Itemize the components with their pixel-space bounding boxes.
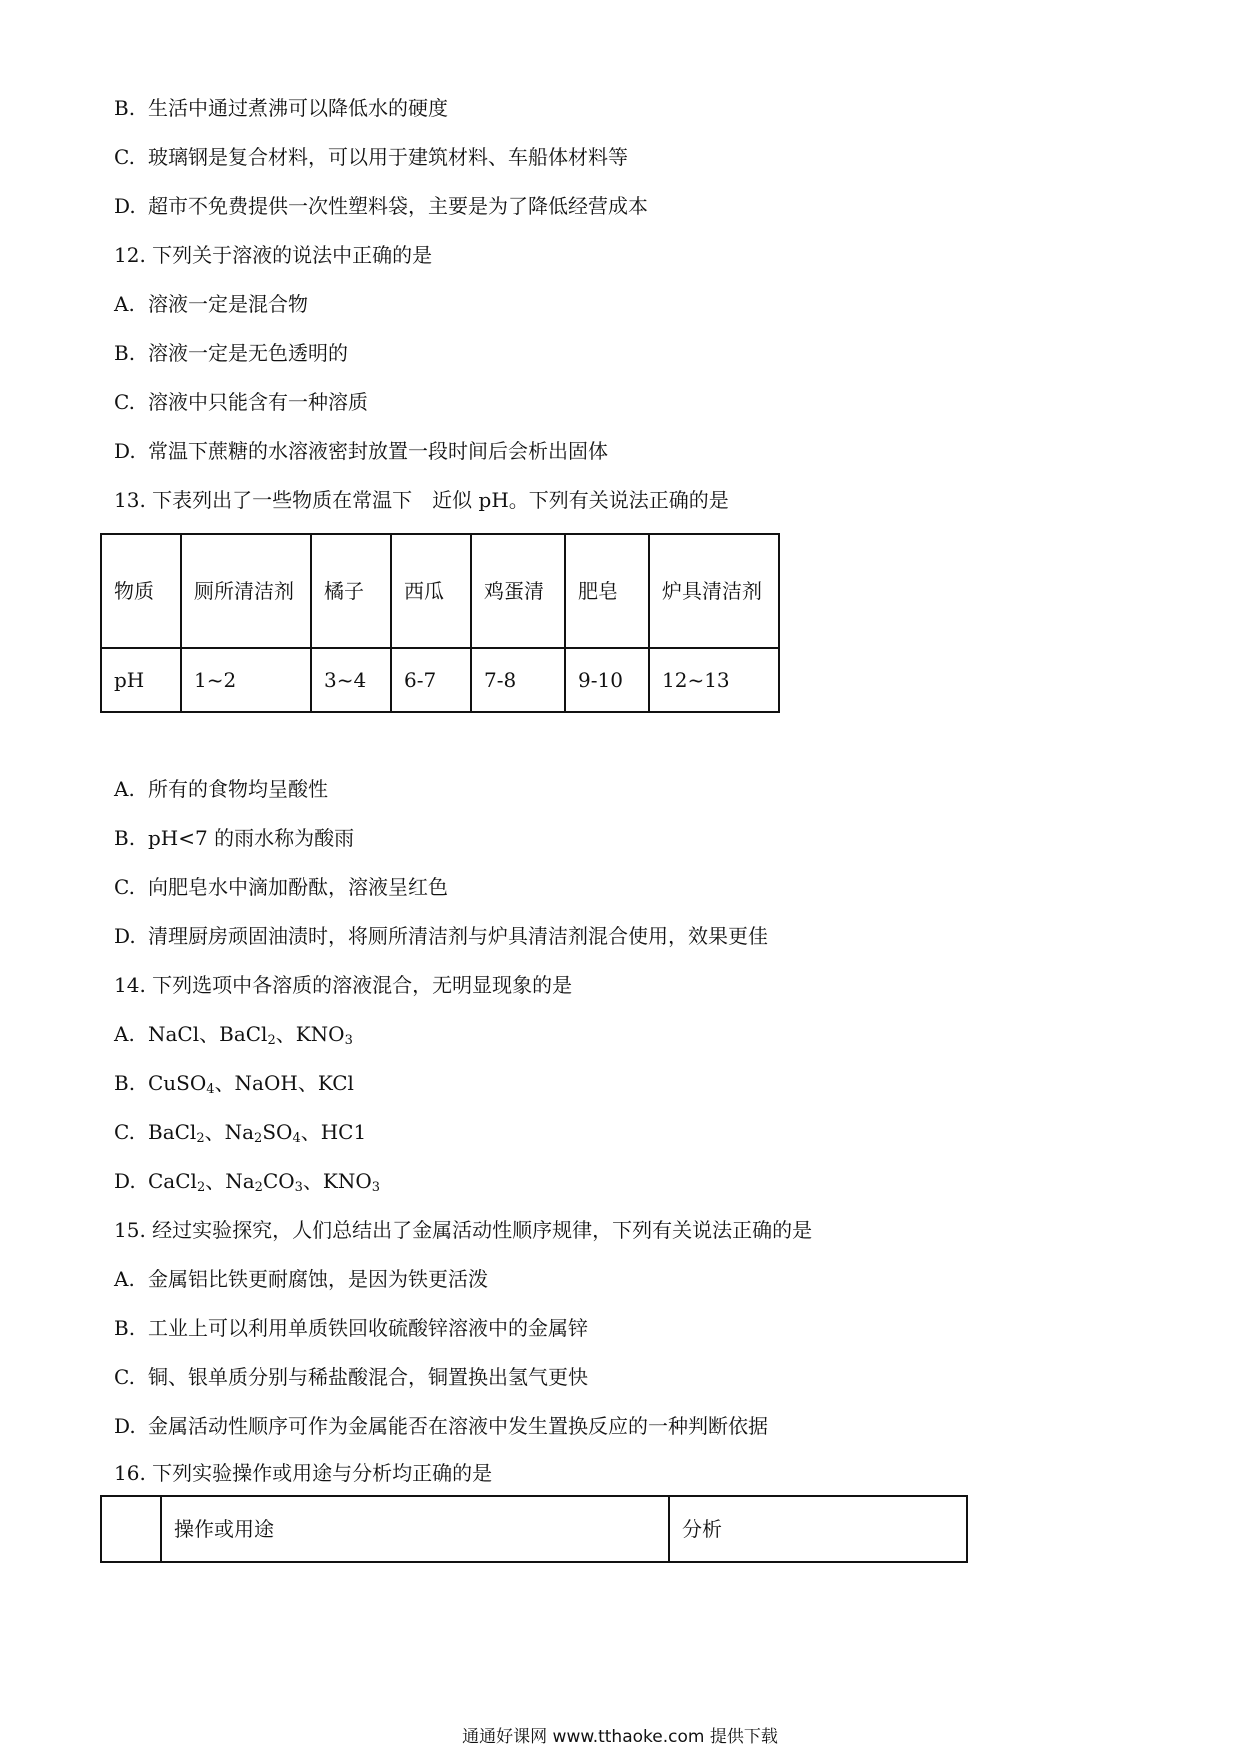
option-text: 超市不免费提供一次性塑料袋，主要是为了降低经营成本 bbox=[148, 194, 648, 218]
q11-option-c bbox=[114, 145, 628, 169]
q14-option-d bbox=[114, 1169, 380, 1193]
option-text: 工业上可以利用单质铁回收硫酸锌溶液中的金属锌 bbox=[148, 1316, 588, 1340]
q12-option-d bbox=[114, 439, 608, 463]
table-row bbox=[101, 534, 779, 648]
option-letter: A. bbox=[114, 292, 135, 316]
option-text: pH<7 的雨水称为酸雨 bbox=[148, 826, 355, 850]
q13-option-a bbox=[114, 777, 328, 801]
option-letter: C. bbox=[114, 145, 135, 169]
operation-table bbox=[100, 1495, 968, 1563]
table-cell: 12~13 bbox=[649, 648, 779, 712]
option-letter: C. bbox=[114, 1365, 135, 1389]
formula-text: 、KNO bbox=[302, 1169, 372, 1193]
formula-text: SO bbox=[262, 1120, 293, 1144]
table-cell: 物质 bbox=[101, 534, 181, 648]
option-letter: D. bbox=[114, 924, 136, 948]
subscript: 2 bbox=[196, 1180, 206, 1195]
option-letter: D. bbox=[114, 1414, 136, 1438]
table-cell: 橘子 bbox=[311, 534, 391, 648]
option-letter: A. bbox=[114, 777, 135, 801]
q13-stem: 13. 下表列出了一些物质在常温下 近似 pH。下列有关说法正确的是 bbox=[114, 488, 729, 512]
option-letter: C. bbox=[114, 390, 135, 414]
option-text: 生活中通过煮沸可以降低水的硬度 bbox=[148, 96, 448, 120]
table-cell: pH bbox=[101, 648, 181, 712]
option-text: 所有的食物均呈酸性 bbox=[148, 777, 328, 801]
subscript: 3 bbox=[371, 1180, 381, 1195]
table-cell: 鸡蛋清 bbox=[471, 534, 565, 648]
q15-option-b bbox=[114, 1316, 588, 1340]
option-text: 溶液一定是无色透明的 bbox=[148, 341, 348, 365]
table-cell: 7-8 bbox=[471, 648, 565, 712]
formula-text: 、Na bbox=[204, 1120, 255, 1144]
table-cell: 炉具清洁剂 bbox=[649, 534, 779, 648]
option-text: 溶液中只能含有一种溶质 bbox=[148, 390, 368, 414]
table-cell: 西瓜 bbox=[391, 534, 471, 648]
q15-option-d bbox=[114, 1414, 768, 1438]
footer-source: 通通好课网 www.tthaoke.com 提供下载 bbox=[462, 1727, 778, 1747]
q15-option-a bbox=[114, 1267, 488, 1291]
q13-option-b bbox=[114, 826, 354, 850]
q14-option-c bbox=[114, 1120, 366, 1144]
formula-text: NaCl、BaCl bbox=[148, 1022, 268, 1046]
subscript: 4 bbox=[292, 1131, 301, 1146]
table-cell: 操作或用途 bbox=[161, 1496, 669, 1562]
table-cell: 3~4 bbox=[311, 648, 391, 712]
option-text: 清理厨房顽固油渍时，将厕所清洁剂与炉具清洁剂混合使用，效果更佳 bbox=[148, 924, 768, 948]
option-letter: C. bbox=[114, 1120, 135, 1144]
q15-option-c bbox=[114, 1365, 588, 1389]
option-letter: B. bbox=[114, 96, 136, 120]
option-text: 向肥皂水中滴加酚酞，溶液呈红色 bbox=[148, 875, 448, 899]
formula-text: 、HC1 bbox=[300, 1120, 367, 1144]
table-row bbox=[101, 648, 779, 712]
table-cell: 1~2 bbox=[181, 648, 311, 712]
option-text: 铜、银单质分别与稀盐酸混合，铜置换出氢气更快 bbox=[148, 1365, 588, 1389]
subscript: 2 bbox=[196, 1131, 205, 1146]
subscript: 2 bbox=[267, 1033, 276, 1048]
subscript: 2 bbox=[254, 1131, 263, 1146]
option-text: 常温下蔗糖的水溶液密封放置一段时间后会析出固体 bbox=[148, 439, 608, 463]
q12-option-a bbox=[114, 292, 308, 316]
option-letter: A. bbox=[114, 1267, 135, 1291]
formula-text: CO bbox=[262, 1169, 295, 1193]
option-letter: D. bbox=[114, 194, 136, 218]
table-cell: 厕所清洁剂 bbox=[181, 534, 311, 648]
q15-stem: 15. 经过实验探究，人们总结出了金属活动性顺序规律，下列有关说法正确的是 bbox=[114, 1218, 813, 1242]
subscript: 3 bbox=[344, 1033, 353, 1048]
formula-text: 、Na bbox=[205, 1169, 255, 1193]
table-cell: 肥皂 bbox=[565, 534, 649, 648]
q12-option-c bbox=[114, 390, 368, 414]
q12-stem: 12. 下列关于溶液的说法中正确的是 bbox=[114, 243, 433, 267]
option-letter: B. bbox=[114, 1316, 136, 1340]
option-letter: B. bbox=[114, 826, 136, 850]
subscript: 3 bbox=[294, 1180, 303, 1195]
q14-stem: 14. 下列选项中各溶质的溶液混合，无明显现象的是 bbox=[114, 973, 573, 997]
q16-stem: 16. 下列实验操作或用途与分析均正确的是 bbox=[114, 1461, 493, 1485]
q11-option-d bbox=[114, 194, 648, 218]
q13-option-d bbox=[114, 924, 768, 948]
formula-text: CaCl bbox=[148, 1169, 197, 1193]
option-text: 玻璃钢是复合材料，可以用于建筑材料、车船体材料等 bbox=[148, 145, 628, 169]
subscript: 4 bbox=[206, 1082, 215, 1097]
option-letter: D. bbox=[114, 1169, 136, 1193]
option-text: 金属铝比铁更耐腐蚀，是因为铁更活泼 bbox=[148, 1267, 488, 1291]
option-letter: B. bbox=[114, 1071, 136, 1095]
table-cell: 分析 bbox=[669, 1496, 967, 1562]
table-cell: 9-10 bbox=[565, 648, 649, 712]
q13-option-c bbox=[114, 875, 448, 899]
formula-text: CuSO bbox=[148, 1071, 207, 1095]
formula-text: BaCl bbox=[148, 1120, 197, 1144]
table-cell bbox=[101, 1496, 161, 1562]
formula-text: 、KNO bbox=[275, 1022, 345, 1046]
option-letter: D. bbox=[114, 439, 136, 463]
option-text: 金属活动性顺序可作为金属能否在溶液中发生置换反应的一种判断依据 bbox=[148, 1414, 768, 1438]
option-letter: C. bbox=[114, 875, 135, 899]
option-letter: B. bbox=[114, 341, 136, 365]
option-text: 溶液一定是混合物 bbox=[148, 292, 308, 316]
q14-option-a bbox=[114, 1022, 353, 1046]
ph-table bbox=[100, 533, 780, 713]
option-letter: A. bbox=[114, 1022, 135, 1046]
q14-option-b bbox=[114, 1071, 354, 1095]
formula-text: 、NaOH、KCl bbox=[214, 1071, 354, 1095]
table-cell: 6-7 bbox=[391, 648, 471, 712]
q12-option-b bbox=[114, 341, 348, 365]
q11-option-b bbox=[114, 96, 448, 120]
table-row bbox=[101, 1496, 967, 1562]
subscript: 2 bbox=[254, 1180, 263, 1195]
